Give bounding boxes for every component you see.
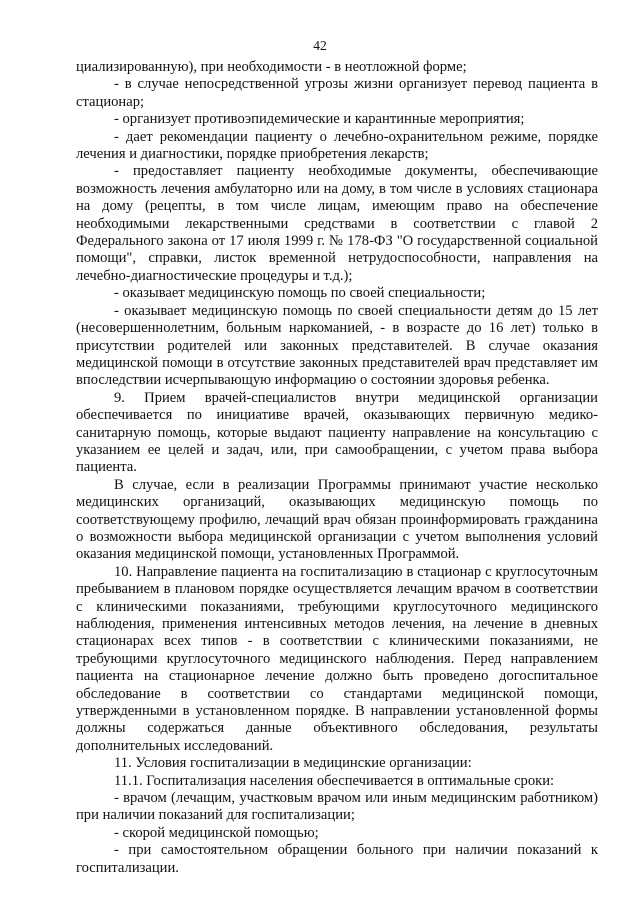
document-body	[76, 59, 598, 877]
page-number: 42	[313, 38, 327, 53]
paragraph-multiple-organizations: В случае, если в реализации Программы принимают участие несколько медицинских организаций, оказывающих медицинскую помощь по соответствующему профилю, лечащий врач обязан проинформировать гражданина о возможности выбора медицинской организации с учетом выполнения условий оказания медицинской помощи, установленных Программой.	[76, 476, 598, 563]
list-item-by-physician: - врачом (лечащим, участковым врачом или иным медицинским работником) при наличии показаний для госпитализации;	[76, 790, 598, 824]
list-item-self-referral: - при самостоятельном обращении больного при наличии показаний к госпитализации.	[76, 842, 598, 876]
list-item-children-care: - оказывает медицинскую помощь по своей специальности детям до 15 лет (несовершеннолетним, больным наркоманией, - в возрасте до 16 лет) только в присутствии родителей или законных представителей. В случае оказания медицинской помощи в отсутствие законных представителей врач представляет им впоследствии исчерпывающую информацию о состоянии здоровья ребенка.	[76, 302, 598, 389]
paragraph-continuation: циализированную), при необходимости - в неотложной форме;	[76, 59, 467, 75]
paragraph-10-hospitalization-referral: 10. Направление пациента на госпитализацию в стационар с круглосуточным пребыванием в плановом порядке осуществляется лечащим врачом в соответствии с клиническими показаниями, требующими круглосуточного медицинского наблюдения, применения интенсивных методов лечения, на лечение в дневных стационарах всех типов - в соответствии с клиническими показаниями, не требующими круглосуточного медицинского наблюдения. Перед направлением пациента на стационарное лечение должно быть проведено догоспитальное обследование в соответствии со стандартами медицинской помощи, утвержденными в установленном порядке. В направлении установленной формы должны содержаться данные объективного обследования, результаты дополнительных исследований.	[76, 563, 598, 754]
list-item-transfer-to-hospital: - в случае непосредственной угрозы жизни организует перевод пациента в стационар;	[76, 76, 598, 110]
paragraph-9-specialist-reception: 9. Прием врачей-специалистов внутри медицинской организации обеспечивается по инициативе врачей, оказывающих первичную медико-санитарную помощь, которые выдают пациенту направление на консультацию с указанием ее целей и задач, или, при самообращении, с учетом права выбора пациента.	[76, 389, 598, 476]
list-item-by-ambulance: - скорой медицинской помощью;	[114, 824, 319, 841]
list-item-recommendations: - дает рекомендации пациенту о лечебно-охранительном режиме, порядке лечения и диагностики, порядке приобретения лекарств;	[76, 128, 598, 163]
list-item-documents: - предоставляет пациенту необходимые документы, обеспечивающие возможность лечения амбулаторно или на дому, в том числе в условиях стационара на дому (рецепты, в том числе лицам, имеющим право на обеспечение необходимыми лекарственными средствами в соответствии с главой 2 Федерального закона от 17 июля 1999 г. № 178-ФЗ "О государственной социальной помощи", справки, листок временной нетрудоспособности, направления на лечебно-диагностические процедуры и т.д.);	[76, 163, 598, 284]
list-item-epidemic-measures: - организует противоэпидемические и карантинные мероприятия;	[114, 111, 525, 128]
list-item-specialty-care: - оказывает медицинскую помощь по своей специальности;	[114, 285, 486, 302]
paragraph-11-hospitalization-conditions: 11. Условия госпитализации в медицинские организации:	[114, 755, 472, 772]
paragraph-11-1-optimal-terms: 11.1. Госпитализация населения обеспечивается в оптимальные сроки:	[114, 772, 555, 789]
